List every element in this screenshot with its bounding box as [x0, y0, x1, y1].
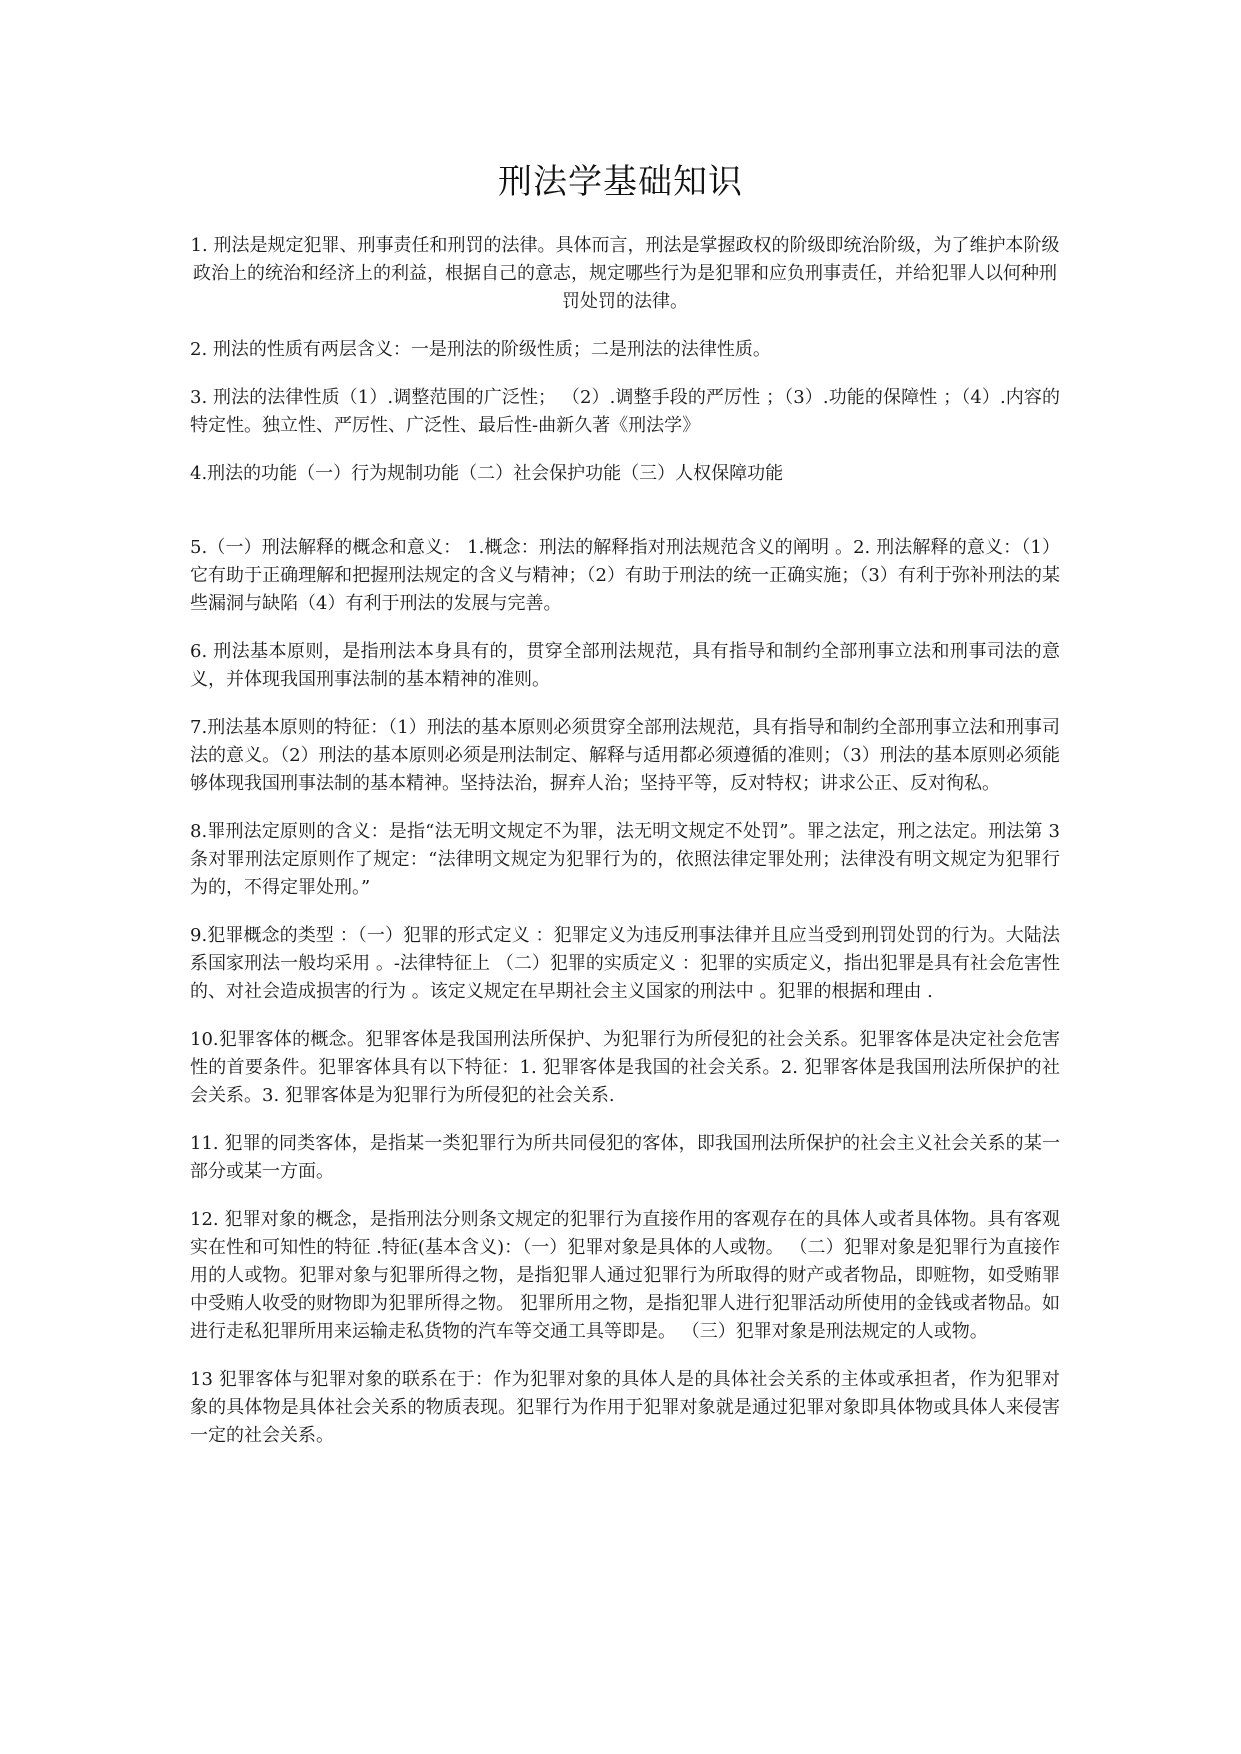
- paragraph-1: 1. 刑法是规定犯罪、刑事责任和刑罚的法律。具体而言，刑法是掌握政权的阶级即统治阶级，为了维护本阶级政治上的统治和经济上的利益，根据自己的意志，规定哪些行为是犯罪和应负刑事责任，并给犯罪人以何种刑罚处罚的法律。: [190, 235, 1060, 312]
- paragraph-2: 2. 刑法的性质有两层含义：一是刑法的阶级性质；二是刑法的法律性质。: [190, 339, 771, 360]
- paragraph-10: 10.犯罪客体的概念。犯罪客体是我国刑法所保护、为犯罪行为所侵犯的社会关系。犯罪客体是决定社会危害性的首要条件。犯罪客体具有以下特征：1. 犯罪客体是我国的社会关系。2. 犯罪客体是我国刑法所保护的社会关系。3. 犯罪客体是为犯罪行为所侵犯的社会关系.: [190, 1029, 1060, 1106]
- paragraph-3: 3. 刑法的法律性质（1）.调整范围的广泛性； （2）.调整手段的严厉性 ；（3）.功能的保障性 ；（4）.内容的特定性。独立性、严厉性、广泛性、最后性-曲新久著《刑法学》: [190, 387, 1060, 436]
- paragraph-13: 13 犯罪客体与犯罪对象的联系在于：作为犯罪对象的具体人是的具体社会关系的主体或承担者，作为犯罪对象的具体物是具体社会关系的物质表现。犯罪行为作用于犯罪对象就是通过犯罪对象即具体物或具体人来侵害一定的社会关系。: [190, 1369, 1060, 1446]
- paragraph-5: 5.（一）刑法解释的概念和意义： 1.概念：刑法的解释指对刑法规范含义的阐明 。2. 刑法解释的意义：（1）它有助于正确理解和把握刑法规定的含义与精神；（2）有助于刑法的统一正确实施；（3）有利于弥补刑法的某些漏洞与缺陷（4）有利于刑法的发展与完善。: [190, 537, 1060, 614]
- document-body: [190, 232, 1060, 1470]
- paragraph-11: 11. 犯罪的同类客体，是指某一类犯罪行为所共同侵犯的客体，即我国刑法所保护的社会主义社会关系的某一部分或某一方面。: [190, 1133, 1060, 1182]
- paragraph-4: 4.刑法的功能（一）行为规制功能（二）社会保护功能（三）人权保障功能: [190, 463, 784, 484]
- paragraph-7: 7.刑法基本原则的特征：（1）刑法的基本原则必须贯穿全部刑法规范，具有指导和制约全部刑事立法和刑事司法的意义。（2）刑法的基本原则必须是刑法制定、解释与适用都必须遵循的准则；（3）刑法的基本原则必须能够体现我国刑事法制的基本精神。坚持法治，摒弃人治；坚持平等，反对特权；讲求公正、反对徇私。: [190, 717, 1060, 794]
- paragraph-6: 6. 刑法基本原则，是指刑法本身具有的，贯穿全部刑法规范，具有指导和制约全部刑事立法和刑事司法的意义，并体现我国刑事法制的基本精神的准则。: [190, 641, 1060, 690]
- paragraph-8: 8.罪刑法定原则的含义：是指“法无明文规定不为罪，法无明文规定不处罚”。罪之法定，刑之法定。刑法第 3 条对罪刑法定原则作了规定：“法律明文规定为犯罪行为的，依照法律定罪处刑；法律没有明文规定为犯罪行为的，不得定罪处刑。”: [190, 821, 1060, 898]
- paragraph-12: 12. 犯罪对象的概念，是指刑法分则条文规定的犯罪行为直接作用的客观存在的具体人或者具体物。具有客观实在性和可知性的特征 .特征(基本含义)：（一）犯罪对象是具体的人或物。 （二）犯罪对象是犯罪行为直接作用的人或物。犯罪对象与犯罪所得之物，是指犯罪人通过犯罪行为所取得的财产或者物品，即赃物，如受贿罪中受贿人收受的财物即为犯罪所得之物。 犯罪所用之物，是指犯罪人进行犯罪活动所使用的金钱或者物品。如进行走私犯罪所用来运输走私货物的汽车等交通工具等即是。 （三）犯罪对象是刑法规定的人或物。: [190, 1209, 1060, 1342]
- paragraph-9: 9.犯罪概念的类型 ：（一）犯罪的形式定义 ：犯罪定义为违反刑事法律并且应当受到刑罚处罚的行为。大陆法系国家刑法一般均采用 。-法律特征上 （二）犯罪的实质定义 ：犯罪的实质定义，指出犯罪是具有社会危害性的、对社会造成损害的行为 。该定义规定在早期社会主义国家的刑法中 。犯罪的根据和理由 .: [190, 925, 1060, 1002]
- document-title: 刑法学基础知识: [498, 162, 743, 202]
